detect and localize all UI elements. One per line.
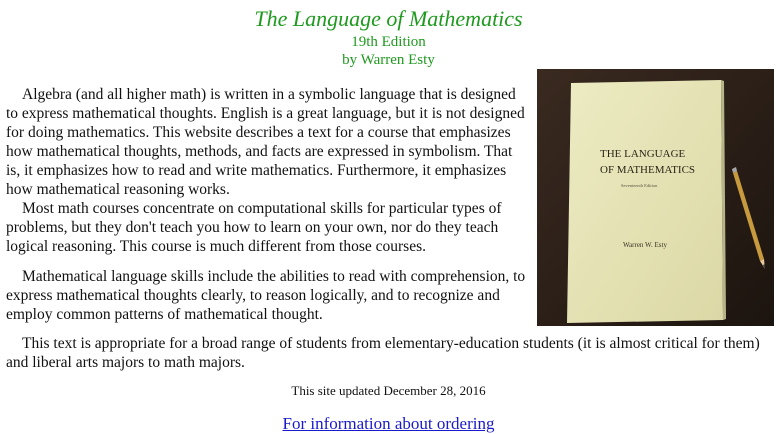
audience-paragraph-text: This text is appropriate for a broad range of students from elementary-education students (it is almost critical for them) and liberal arts majors to math majors. [6, 335, 760, 371]
cover-title-line2: OF MATHEMATICS [600, 164, 696, 176]
book-cover [567, 80, 723, 323]
site-updated-note: This site updated December 28, 2016 [291, 383, 486, 398]
courses-paragraph [6, 199, 534, 256]
intro-paragraph-text: Algebra (and all higher math) is written in a symbolic language that is designed to express mathematical thoughts. English is a great language, but it is not designed for doing mathematics. This website describes a text for a course that emphasizes how mathematical thoughts, methods, and facts are expressed in symbolism. That is, it emphasizes how to read and write mathematics. Furthermore, it emphasizes how mathematical reasoning works. [6, 86, 525, 198]
courses-paragraph-text: Most math courses concentrate on computational skills for particular types of problems, but they don't teach you how to learn on your own, nor do they teach logical reasoning. This course is much different from those courses. [6, 200, 502, 255]
ordering-info-link[interactable]: For information about ordering [282, 414, 495, 433]
edition-label: 19th Edition [351, 34, 426, 50]
cover-author: Warren W. Esty [623, 241, 667, 249]
author-label: by Warren Esty [342, 52, 435, 68]
skills-paragraph-text: Mathematical language skills include the abilities to read with comprehension, to express mathematical thoughts clearly, to reason logically, and to recognize and employ common patterns of mathematical thought. [6, 268, 526, 323]
cover-edition: Seventeenth Edition [621, 183, 658, 188]
book-cover-photo [537, 69, 774, 326]
book-cover-illustration [537, 69, 774, 326]
skills-paragraph [6, 267, 528, 324]
intro-paragraph [6, 85, 528, 199]
audience-paragraph [6, 334, 766, 372]
cover-title-line1: THE LANGUAGE [600, 148, 686, 160]
page-title: The Language of Mathematics [254, 6, 523, 31]
